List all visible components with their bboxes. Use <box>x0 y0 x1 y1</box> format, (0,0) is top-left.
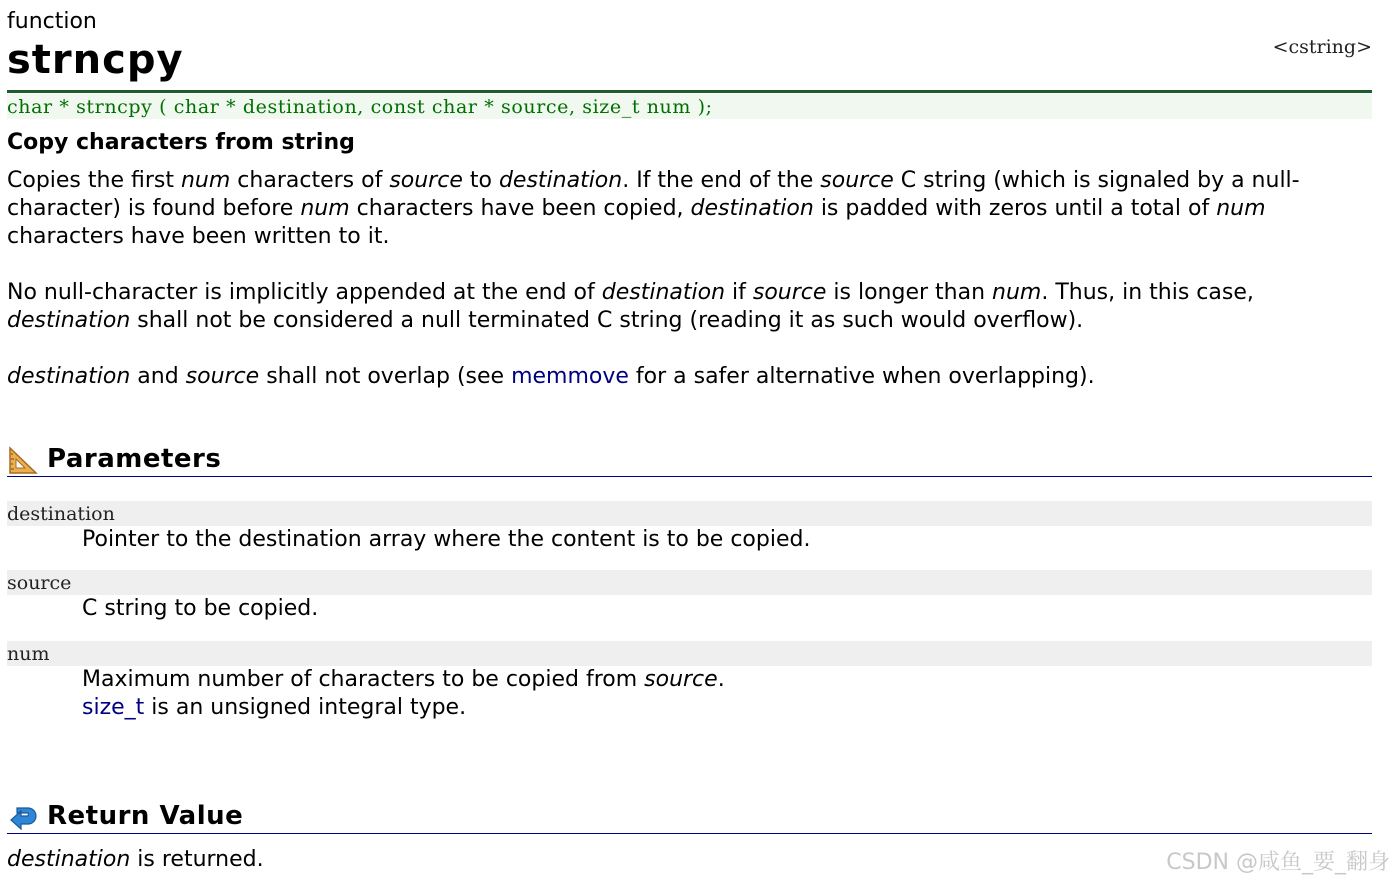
param-desc-num-line-2: size_t is an unsigned integral type. <box>82 695 467 720</box>
return-value-text: destination is returned. <box>7 847 264 872</box>
size-t-link[interactable]: size_t <box>82 695 145 720</box>
param-desc-num <box>82 666 1372 722</box>
function-prototype: char * strncpy ( char * destination, const char * source, size_t num ); <box>7 94 1372 119</box>
parameters-heading: Parameters <box>47 444 222 474</box>
header-tag-link[interactable]: <cstring> <box>1272 36 1372 58</box>
description-paragraph-3: destination and source shall not overlap (see memmove for a safer alternative when overlapping). <box>7 364 1095 389</box>
set-square-icon <box>7 444 39 476</box>
param-name-destination: destination <box>7 501 1372 526</box>
param-name-num: num <box>7 641 1372 666</box>
return-value-section-header <box>7 801 1372 834</box>
parameter-list <box>7 501 1372 722</box>
memmove-link[interactable]: memmove <box>511 364 629 389</box>
function-name-title: strncpy <box>7 37 184 83</box>
function-kind-label: function <box>7 9 97 34</box>
description-paragraph-1: Copies the first num characters of source to destination. If the end of the source C string (which is signaled by a null-character) is found before num characters have been copied, destination is padded with zeros until a total of num characters have been written to it. <box>7 168 1300 249</box>
param-name-source: source <box>7 570 1372 595</box>
parameters-section-header <box>7 444 1372 477</box>
param-desc-source: C string to be copied. <box>82 596 319 621</box>
title-rule <box>7 90 1372 93</box>
description <box>7 167 1372 419</box>
description-paragraph-2: No null-character is implicitly appended at the end of destination if source is longer than num. Thus, in this case, destination shall not be considered a null terminated C string (reading it as such would overflow). <box>7 280 1254 333</box>
param-desc-num-line-1: Maximum number of characters to be copied from source. <box>82 667 725 692</box>
return-value-heading: Return Value <box>47 801 244 831</box>
return-arrow-icon <box>7 801 39 833</box>
watermark: CSDN @咸鱼_要_翻身 <box>1166 850 1390 875</box>
function-subtitle: Copy characters from string <box>7 130 355 155</box>
param-desc-destination: Pointer to the destination array where the content is to be copied. <box>82 527 811 552</box>
